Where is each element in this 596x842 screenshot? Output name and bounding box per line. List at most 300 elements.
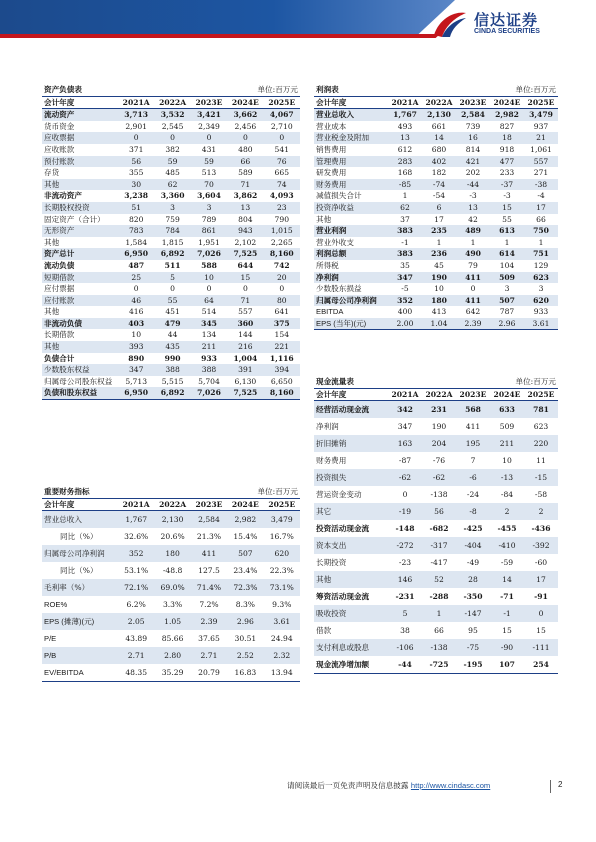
cell-value: 2,982: [490, 109, 524, 121]
cell-value: 990: [164, 353, 181, 363]
cell-value: 933: [201, 353, 217, 363]
cell-value: 45: [434, 260, 444, 270]
header-red-stripe: [0, 34, 440, 38]
cell-value: 623: [533, 422, 549, 432]
cell-value: -350: [463, 592, 483, 602]
table-row: [42, 283, 300, 295]
cell-value: 783: [118, 225, 154, 237]
table-row: [42, 156, 300, 168]
cell-value: 8.3%: [235, 600, 256, 610]
table-row: [314, 571, 558, 588]
cell-value: -38: [524, 179, 558, 191]
cell-value: 739: [465, 121, 481, 131]
cell-value: 0: [206, 284, 212, 294]
cell-value: 6: [422, 202, 456, 214]
header-cell: 2024E: [227, 96, 263, 109]
cell-value: 37.65: [198, 634, 220, 644]
header-cell: 2025E: [524, 388, 558, 401]
cell-value: -60: [534, 558, 548, 568]
cell-value: 163: [388, 435, 422, 452]
cell-value: -231: [395, 592, 415, 602]
cell-value: 95: [468, 626, 478, 636]
table-row: [42, 511, 300, 529]
row-label: 预付账款: [42, 156, 118, 168]
cinda-logo-icon: [432, 9, 468, 39]
table-row: [42, 132, 300, 144]
header-cell: 会计年度: [314, 388, 388, 401]
row-label: 应收票据: [42, 132, 118, 144]
cell-value: -272: [388, 537, 422, 554]
cell-value: 59: [191, 156, 227, 168]
table-row: [42, 144, 300, 156]
cell-value: 759: [165, 214, 180, 224]
cell-value: 0: [154, 132, 190, 144]
cell-value: -8: [456, 503, 490, 520]
table-row: [42, 272, 300, 284]
cell-value: 7,026: [191, 248, 227, 260]
cell-value: -138: [422, 639, 456, 656]
cell-value: 1,061: [530, 144, 552, 154]
cell-value: 134: [201, 330, 217, 340]
cell-value: 493: [397, 121, 413, 131]
cell-value: 411: [465, 422, 481, 432]
cell-value: 614: [490, 248, 524, 260]
cell-value: 644: [237, 260, 254, 270]
cell-value: 750: [524, 225, 558, 237]
cell-value: 129: [533, 260, 549, 270]
cell-value: 347: [397, 422, 413, 432]
cell-value: 3.3%: [162, 600, 183, 610]
cell-value: -44: [388, 656, 422, 674]
table-row: [42, 202, 300, 214]
cell-value: 507: [490, 295, 524, 307]
cell-value: 13: [456, 202, 490, 214]
row-label: 其他: [316, 214, 332, 224]
cell-value: 1.04: [422, 318, 456, 330]
cell-value: -5: [401, 284, 409, 294]
cell-value: 5,713: [125, 376, 148, 386]
cell-value: 541: [274, 144, 290, 154]
table-row: [314, 306, 558, 318]
table-row: [314, 132, 558, 144]
cell-value: 52: [422, 571, 456, 588]
row-label: EPS (当年)(元): [314, 318, 388, 330]
cell-value: 42: [468, 214, 478, 224]
cell-value: 355: [128, 168, 144, 178]
cell-value: 0: [242, 284, 248, 294]
cell-value: 23.4%: [233, 566, 258, 576]
table-row: [314, 260, 558, 272]
cell-value: -392: [524, 537, 558, 554]
header-cell: 2021A: [388, 96, 422, 109]
cell-value: 180: [154, 545, 190, 562]
cell-value: 56: [422, 503, 456, 520]
table-row: [314, 295, 558, 307]
cell-value: 2,102: [234, 237, 257, 247]
header-blue-band: [0, 0, 455, 34]
cell-value: 2.71: [118, 647, 154, 664]
row-label: 毛利率（%）: [42, 579, 118, 596]
table-row: [314, 283, 558, 295]
footer-divider: [550, 780, 551, 793]
cell-value: -84: [500, 490, 514, 500]
table-row: [42, 295, 300, 307]
cell-value: 4,093: [269, 191, 294, 201]
row-label: 营业外收支: [316, 237, 354, 247]
cell-value: 0: [133, 284, 139, 294]
cell-value: 394: [264, 364, 300, 376]
cell-value: -23: [398, 558, 412, 568]
cell-value: 79: [468, 260, 478, 270]
row-label: 应付票据: [44, 284, 75, 294]
cell-value: 451: [165, 307, 180, 317]
table-row: [314, 503, 558, 520]
table-row: [42, 237, 300, 249]
cell-value: 3: [504, 284, 510, 294]
table-row: [42, 376, 300, 388]
table-row: [42, 664, 300, 682]
table-row: [314, 639, 558, 656]
indicators-title: 重要财务指标: [44, 487, 90, 496]
cell-value: 2,584: [456, 109, 490, 121]
cash-flow-unit: 单位:百万元: [515, 377, 557, 386]
cell-value: 7: [470, 456, 476, 466]
row-label: 流动资产: [42, 109, 118, 121]
cell-value: 35: [400, 260, 410, 270]
cell-value: 24.94: [270, 634, 293, 644]
row-label: 存货: [44, 168, 60, 178]
cell-value: -48.8: [162, 566, 183, 576]
header-cell: 2025E: [264, 96, 300, 109]
header-cell: 2022A: [422, 96, 456, 109]
cell-value: 72.3%: [227, 579, 263, 596]
table-row: [314, 537, 558, 554]
row-label: 财务费用: [314, 179, 388, 191]
cell-value: -54: [432, 191, 446, 201]
cell-value: 3,479: [524, 109, 558, 121]
page-header: [0, 0, 596, 38]
cash-flow-header: [314, 388, 558, 401]
cell-value: 28: [456, 571, 490, 588]
cell-value: 17: [524, 202, 558, 214]
cell-value: 16.7%: [269, 532, 294, 542]
row-label: 少数股东损益: [316, 284, 362, 294]
cell-value: 1,815: [161, 237, 184, 247]
cell-value: 20.6%: [160, 532, 185, 542]
cell-value: 2,584: [191, 511, 227, 529]
cell-value: 69.0%: [154, 579, 190, 596]
cell-value: 195: [456, 435, 490, 452]
cell-value: 3,360: [160, 191, 185, 201]
balance-sheet-title: 资产负债表: [44, 85, 82, 94]
row-label: 投资净收益: [314, 202, 388, 214]
row-label: 固定资产（合计）: [44, 214, 105, 224]
cell-value: 680: [431, 144, 447, 154]
cell-value: -24: [466, 490, 480, 500]
table-row: [42, 596, 300, 613]
income-statement-unit: 单位:百万元: [515, 85, 557, 94]
row-label: 长期投资: [316, 558, 347, 568]
cell-value: 514: [201, 307, 217, 317]
cell-value: 21.3%: [196, 532, 222, 542]
cell-value: -725: [422, 656, 456, 674]
table-row: [42, 260, 300, 272]
row-label: 应付账款: [42, 295, 118, 307]
row-label: EPS (摊薄)(元): [42, 613, 118, 630]
cell-value: 66: [434, 626, 444, 636]
footer-disclaimer: [287, 780, 490, 791]
row-label: 长期借款: [44, 330, 75, 340]
table-row: [314, 318, 558, 330]
cell-value: 11: [536, 456, 546, 466]
cell-value: 509: [490, 272, 524, 284]
table-row: [42, 167, 300, 179]
cell-value: 2,130: [154, 511, 190, 529]
cell-value: 23: [264, 202, 300, 214]
cell-value: 411: [456, 272, 490, 284]
row-label: 归属母公司股东权益: [44, 376, 113, 386]
cell-value: 589: [238, 168, 253, 178]
cell-value: 827: [499, 121, 515, 131]
row-label: 资本支出: [314, 537, 388, 554]
table-row: [42, 630, 300, 647]
cell-value: 642: [465, 307, 481, 317]
cell-value: 918: [499, 144, 515, 154]
cell-value: 1: [422, 605, 456, 622]
cell-value: 511: [164, 260, 181, 270]
cell-value: 182: [431, 168, 447, 178]
page-number: 2: [558, 780, 563, 789]
cell-value: 2.96: [490, 318, 524, 330]
cell-value: 64: [191, 295, 227, 307]
cell-value: 2,349: [198, 121, 220, 131]
footer-website-link[interactable]: http://www.cindasc.com: [410, 781, 491, 790]
row-label: EV/EBITDA: [42, 664, 118, 682]
cell-value: 411: [191, 545, 227, 562]
header-cell: 2023E: [456, 388, 490, 401]
balance-sheet-table: [42, 84, 300, 400]
header-cell: 2024E: [490, 96, 524, 109]
cell-value: 16.83: [227, 664, 263, 682]
cell-value: -44: [456, 179, 490, 191]
cell-value: 56: [118, 156, 154, 168]
cell-value: 820: [128, 214, 144, 224]
cell-value: 17: [434, 214, 444, 224]
table-row: [42, 647, 300, 664]
row-label: 无形资产: [42, 225, 118, 237]
cell-value: 202: [465, 168, 481, 178]
header-cell: 会计年度: [42, 498, 118, 511]
table-row: [314, 469, 558, 486]
cell-value: 59: [154, 156, 190, 168]
row-label: 净利润: [314, 272, 388, 284]
cell-value: 383: [388, 248, 422, 260]
cell-value: 3,662: [227, 109, 263, 121]
row-label: 非流动资产: [44, 191, 82, 201]
cell-value: -1: [490, 605, 524, 622]
cell-value: 431: [201, 144, 217, 154]
table-row: [42, 306, 300, 318]
cell-value: -455: [497, 524, 517, 534]
cell-value: 612: [397, 144, 413, 154]
cell-value: 35.29: [154, 664, 190, 682]
cell-value: 7,525: [227, 387, 263, 399]
row-label: 其他: [314, 571, 388, 588]
cell-value: 3,862: [233, 191, 258, 201]
cell-value: 254: [524, 656, 558, 674]
cell-value: 413: [431, 307, 447, 317]
table-row: [314, 486, 558, 503]
cell-value: 781: [524, 401, 558, 419]
cell-value: 641: [274, 307, 290, 317]
cell-value: -404: [456, 537, 490, 554]
cell-value: 0: [524, 605, 558, 622]
cell-value: 5: [154, 272, 190, 284]
cell-value: -62: [388, 469, 422, 486]
row-label: 同比（%）: [60, 532, 98, 542]
cell-value: 235: [422, 225, 456, 237]
table-row: [314, 214, 558, 226]
cell-value: 221: [264, 341, 300, 353]
cell-value: 6,130: [234, 376, 257, 386]
cell-value: 400: [397, 307, 413, 317]
cinda-logo: [432, 9, 582, 39]
indicators-unit: 单位:百万元: [257, 487, 298, 496]
cell-value: -4: [537, 191, 545, 201]
cell-value: -3: [503, 191, 511, 201]
cell-value: 43.89: [125, 634, 148, 644]
row-label: 借款: [316, 626, 332, 636]
cell-value: 568: [456, 401, 490, 419]
header-cell: 2021A: [388, 388, 422, 401]
table-row: [42, 318, 300, 330]
header-cell: 2021A: [118, 96, 154, 109]
table-row: [42, 387, 300, 399]
cell-value: 2: [524, 503, 558, 520]
cell-value: 180: [422, 295, 456, 307]
cell-value: 2.52: [227, 647, 263, 664]
cell-value: 236: [422, 248, 456, 260]
table-row: [314, 202, 558, 214]
cell-value: -15: [524, 469, 558, 486]
cell-value: 14: [490, 571, 524, 588]
cell-value: 557: [524, 156, 558, 168]
income-statement-header: [314, 96, 558, 109]
table-row: [42, 341, 300, 353]
cell-value: 53.1%: [124, 566, 149, 576]
table-row: [42, 329, 300, 341]
row-label: 归属母公司净利润: [314, 295, 388, 307]
cell-value: 890: [128, 353, 145, 363]
cell-value: 15: [227, 272, 263, 284]
row-label: 净利润: [316, 422, 339, 432]
row-label: 营业成本: [316, 121, 347, 131]
cell-value: -76: [432, 456, 446, 466]
cell-value: 0: [470, 284, 476, 294]
table-row: [314, 248, 558, 260]
table-row: [314, 167, 558, 179]
cash-flow-table: [314, 376, 558, 674]
cell-value: -74: [422, 179, 456, 191]
cell-value: 2,265: [270, 237, 293, 247]
cell-value: -317: [422, 537, 456, 554]
cell-value: 1: [538, 237, 544, 247]
cell-value: -682: [429, 524, 449, 534]
cell-value: 21: [524, 132, 558, 144]
row-label: 资产总计: [42, 248, 118, 260]
cell-value: 3,479: [264, 511, 300, 529]
cell-value: 1,584: [125, 237, 148, 247]
cell-value: 9.3%: [272, 600, 292, 610]
cell-value: 352: [388, 295, 422, 307]
table-row: [42, 248, 300, 260]
income-statement-table: [314, 84, 558, 330]
cell-value: 15: [502, 626, 512, 636]
cell-value: 814: [465, 144, 481, 154]
cell-value: 557: [238, 307, 253, 317]
cell-value: 3,604: [197, 191, 221, 201]
cell-value: 3.61: [524, 318, 558, 330]
table-row: [42, 121, 300, 133]
cell-value: 371: [128, 144, 144, 154]
cell-value: 352: [118, 545, 154, 562]
table-row: [314, 237, 558, 249]
header-cell: 2023E: [191, 96, 227, 109]
header-cell: 2024E: [490, 388, 524, 401]
page-footer: [0, 780, 596, 794]
cell-value: 391: [227, 364, 263, 376]
table-row: [42, 613, 300, 630]
row-label: 所得税: [316, 260, 339, 270]
row-label: 少数股东权益: [42, 364, 118, 376]
cell-value: 402: [422, 156, 456, 168]
row-label: P/B: [42, 647, 118, 664]
cell-value: 6,650: [270, 376, 293, 386]
row-label: 其他: [42, 179, 118, 191]
cell-value: 0: [191, 132, 227, 144]
cell-value: 7.2%: [199, 600, 219, 610]
cell-value: 2: [490, 503, 524, 520]
cell-value: 342: [388, 401, 422, 419]
cell-value: 20.79: [191, 664, 227, 682]
row-label: 同比（%）: [60, 566, 98, 576]
cell-value: -87: [398, 456, 412, 466]
row-label: P/E: [44, 634, 57, 644]
cell-value: -71: [500, 592, 514, 602]
row-label: 短期借款: [42, 272, 118, 284]
header-cell: 2022A: [422, 388, 456, 401]
cell-value: -90: [490, 639, 524, 656]
cell-value: 784: [154, 225, 190, 237]
cell-value: 7,525: [227, 248, 263, 260]
logo-chinese-text: 信达证券: [474, 11, 539, 29]
cell-value: -13: [490, 469, 524, 486]
cell-value: 127.5: [198, 566, 220, 576]
cell-value: 0: [227, 132, 263, 144]
cell-value: 66: [536, 214, 546, 224]
cell-value: 6.2%: [126, 600, 146, 610]
table-row: [314, 452, 558, 469]
cell-value: 403: [118, 318, 154, 330]
cell-value: 10: [434, 284, 444, 294]
cell-value: 1,015: [264, 225, 300, 237]
cell-value: 231: [422, 401, 456, 419]
cell-value: 2,130: [422, 109, 456, 121]
cell-value: 0: [118, 132, 154, 144]
cell-value: 168: [397, 168, 413, 178]
cell-value: 13: [388, 132, 422, 144]
cell-value: 345: [191, 318, 227, 330]
